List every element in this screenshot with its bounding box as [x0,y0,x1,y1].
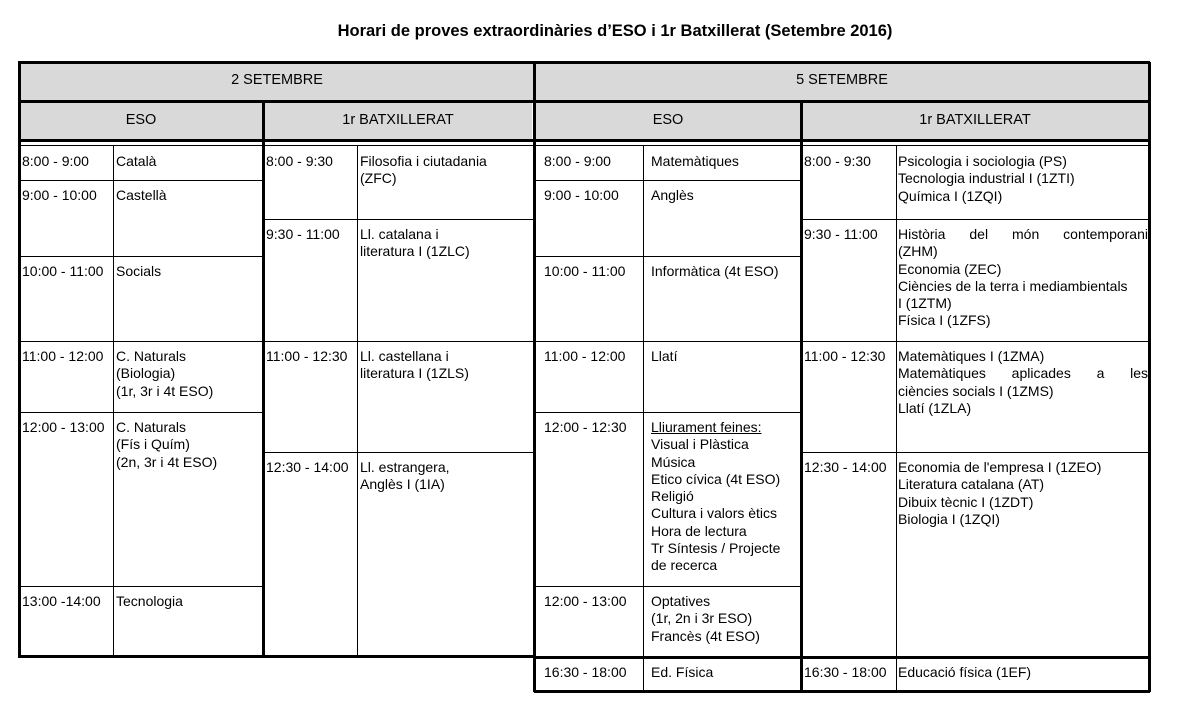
grid-line [1148,62,1151,692]
subject-line: Llatí (1ZLA) [898,399,972,416]
subject-line: Informàtica (4t ESO) [651,263,779,279]
day-header: 5 SETEMBRE [536,62,1148,100]
page-title: Horari de proves extraordinàries d’ESO i 1r Batxillerat (Setembre 2016) [337,22,893,40]
time-slot: 8:00 - 9:00 [544,153,611,169]
grid-line [802,452,1148,453]
grid-line [536,341,800,342]
subject-line: (2n, 3r i 4t ESO) [116,453,218,470]
subject-line: Biologia I (1ZQI) [898,510,1000,527]
grid-line [896,145,897,690]
grid-line [18,145,1150,146]
subject-entry [360,348,530,452]
subject-line: Matemàtiques [651,153,739,169]
subject-line: Música [651,453,696,470]
subject-word: a [1096,365,1105,382]
subject-line: Psicologia i sociologia (PS) [898,153,1067,169]
subject-entry [898,664,1148,690]
subject-line: (ZFC) [360,170,397,187]
grid-line [264,452,533,453]
subject-line [898,365,1148,382]
grid-line [113,145,114,656]
subject-word: món [1012,226,1040,242]
subject-line: literatura I (1ZLS) [360,365,469,382]
subject-entry [651,664,799,690]
subject-line: Ll. estrangera, [360,459,450,475]
subject-line: Tr Síntesis / Projecte [651,540,781,557]
subject-line: C. Naturals [116,348,187,364]
subject-entry [898,153,1148,219]
grid-line [533,62,536,692]
group-header: ESO [20,103,262,139]
subject-line: (1r, 2n i 3r ESO) [651,610,753,627]
grid-line [536,656,800,659]
subject-entry [360,226,530,341]
subject-line: Castellà [116,187,167,203]
subject-line: Llatí [651,348,678,364]
grid-line [264,341,533,342]
subject-line: Tecnologia [116,593,183,609]
subject-line: Economia (ZEC) [898,260,1002,277]
subject-entry [651,187,799,256]
subject-line: (ZHM) [898,243,938,260]
group-header: ESO [536,103,800,139]
grid-line [18,139,1150,142]
subject-line: (Fís i Quím) [116,436,190,453]
subject-line: literatura I (1ZLC) [360,243,470,260]
grid-line [536,256,800,257]
grid-line [18,62,21,657]
subject-line: ciències socials I (1ZMS) [898,382,1054,399]
subject-line: Visual i Plàstica [651,436,749,453]
subject-word: aplicades [1011,365,1071,382]
time-slot: 12:30 - 14:00 [266,459,349,475]
grid-line [357,145,358,656]
subject-entry [116,187,261,256]
time-slot: 9:00 - 10:00 [544,187,619,203]
grid-line [20,586,262,587]
time-slot: 8:00 - 9:00 [22,153,89,169]
grid-line [262,101,265,657]
time-slot: 11:00 - 12:30 [266,348,348,364]
grid-line [800,101,803,692]
grid-line [534,690,1150,693]
subject-line: C. Naturals [116,419,187,435]
subject-line: Educació física (1EF) [898,664,1032,680]
time-slot: 9:30 - 11:00 [804,226,878,242]
grid-line [20,412,262,413]
subject-entry [651,348,799,412]
subject-line: Hora de lectura [651,522,747,539]
grid-line [20,180,262,181]
subject-line: de recerca [651,557,718,574]
subject-line: Català [116,153,157,169]
subject-line: Francès (4t ESO) [651,627,760,644]
time-slot: 12:30 - 14:00 [804,459,887,475]
subject-line: Filosofia i ciutadania [360,153,487,169]
grid-line [20,256,262,257]
time-slot: 12:00 - 12:30 [544,419,627,435]
subject-entry [116,593,261,656]
grid-line [643,145,644,690]
subject-word: del [969,226,989,242]
group-header: 1r BATXILLERAT [264,103,532,139]
grid-line [20,341,262,342]
group-header: 1r BATXILLERAT [802,103,1148,139]
subject-entry [360,459,530,656]
grid-line [536,412,800,413]
subject-line: Dibuix tècnic I (1ZDT) [898,493,1034,510]
subject-line: Ll. catalana i [360,226,439,242]
time-slot: 11:00 - 12:00 [22,348,104,364]
time-slot: 10:00 - 11:00 [544,263,626,279]
grid-line [536,180,800,181]
subject-line: (1r, 3r i 4t ESO) [116,382,214,399]
time-slot: 16:30 - 18:00 [544,664,627,680]
subject-line: Matemàtiques I (1ZMA) [898,348,1045,364]
grid-line [264,219,533,220]
time-slot: 11:00 - 12:30 [804,348,886,364]
subject-line: Ciències de la terra i mediambientals [898,277,1128,294]
subject-word: les [1130,365,1148,382]
subject-line: Anglès [651,187,694,203]
time-slot: 12:00 - 13:00 [544,593,627,609]
subject-entry [116,263,261,341]
grid-line [536,586,800,587]
subject-word: Matemàtiques [898,365,986,382]
subject-entry [651,153,799,180]
subject-line: Anglès I (1IA) [360,476,445,493]
subject-line: Socials [116,263,162,279]
grid-line [18,655,536,658]
subject-entry [898,459,1148,657]
grid-line [18,61,1150,64]
time-slot: 16:30 - 18:00 [804,664,887,680]
subject-line: I (1ZTM) [898,295,952,312]
grid-line [802,219,1148,220]
time-slot: 13:00 -14:00 [22,593,101,609]
subject-entry [360,153,530,219]
subject-entry [116,153,261,180]
time-slot: 10:00 - 11:00 [22,263,104,279]
time-slot: 8:00 - 9:30 [804,153,871,169]
grid-line [802,341,1148,342]
subject-word: Història [898,226,946,242]
subject-line: Economia de l'empresa I (1ZEO) [898,459,1102,475]
day-header: 2 SETEMBRE [20,62,534,100]
subject-line: Ll. castellana i [360,348,449,364]
subject-line: Química I (1ZQI) [898,187,1003,204]
time-slot: 11:00 - 12:00 [544,348,626,364]
grid-line [802,656,1148,659]
subject-entry [116,348,261,412]
time-slot: 8:00 - 9:30 [266,153,333,169]
subject-line: Cultura i valors ètics [651,505,778,522]
subject-line: Lliurament feines: [651,419,762,435]
subject-line: Optatives [651,593,711,609]
time-slot: 12:00 - 13:00 [22,419,105,435]
time-slot: 9:00 - 10:00 [22,187,97,203]
subject-entry [898,226,1148,341]
subject-line: Etico cívica (4t ESO) [651,470,781,487]
subject-line: Física I (1ZFS) [898,312,991,329]
subject-word: contemporani [1063,226,1148,242]
subject-line: Religió [651,488,694,505]
subject-line: Tecnologia industrial I (1ZTI) [898,170,1075,187]
grid-line [18,100,1150,103]
subject-line: Literatura catalana (AT) [898,476,1045,493]
subject-line [898,226,1148,243]
subject-entry [898,348,1148,452]
subject-line: (Biologia) [116,365,176,382]
subject-entry [651,263,799,341]
subject-line: Ed. Física [651,664,714,680]
subject-entry [651,419,799,586]
subject-entry [116,419,261,586]
time-slot: 9:30 - 11:00 [266,226,340,242]
subject-entry [651,593,799,657]
